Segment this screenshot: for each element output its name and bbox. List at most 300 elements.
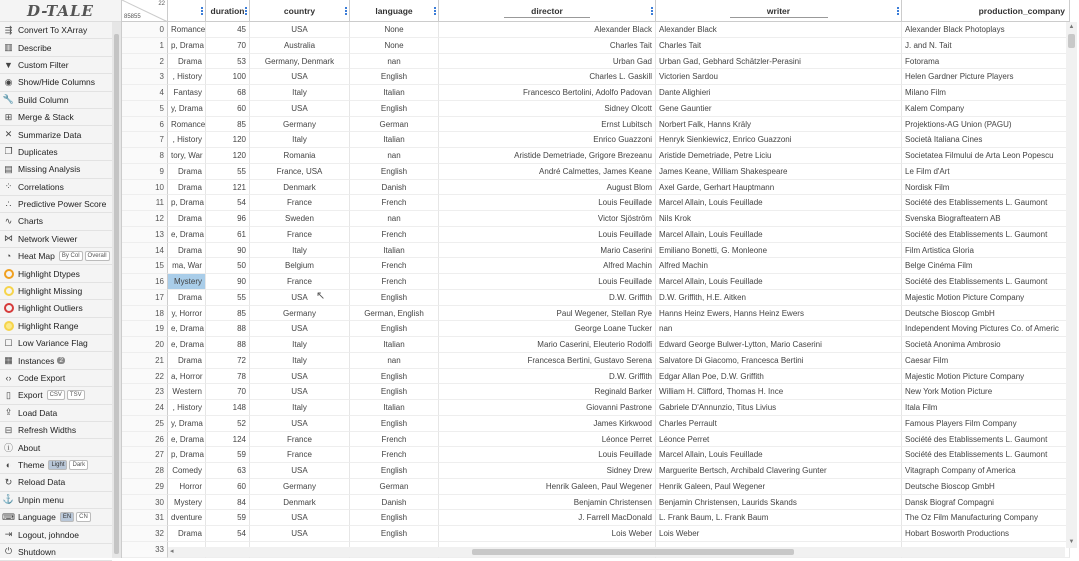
cell-genre[interactable]: ma, War [168,258,206,274]
cell-director[interactable]: Benjamin Christensen [439,495,656,511]
cell-language[interactable]: German, English [350,306,439,322]
cell-language[interactable]: Italian [350,85,439,101]
cell-language[interactable]: French [350,195,439,211]
cell-production_company[interactable]: New York Motion Picture [902,384,1070,400]
cell-writer[interactable]: Edward George Bulwer-Lytton, Mario Caserini [656,337,902,353]
column-header-genre[interactable] [168,0,206,22]
menu-item-show-hide-columns[interactable] [0,74,112,91]
cell-production_company[interactable]: Société des Etablissements L. Gaumont [902,227,1070,243]
cell-director[interactable]: D.W. Griffith [439,369,656,385]
cell-genre[interactable]: Drama [168,353,206,369]
cell-production_company[interactable]: Caesar Film [902,353,1070,369]
cell-writer[interactable]: Marcel Allain, Louis Feuillade [656,447,902,463]
grid-horizontal-scrollbar[interactable] [168,547,1065,557]
cell-genre[interactable]: Drama [168,290,206,306]
table-row[interactable] [122,384,1070,400]
cell-writer[interactable]: Marcel Allain, Louis Feuillade [656,274,902,290]
column-menu-icon[interactable] [651,7,653,15]
table-row[interactable] [122,479,1070,495]
cell-writer[interactable]: Henryk Sienkiewicz, Enrico Guazzoni [656,132,902,148]
cell-duration[interactable]: 59 [206,447,250,463]
cell-director[interactable]: Charles L. Gaskill [439,69,656,85]
cell-writer[interactable]: Charles Tait [656,38,902,54]
cell-production_company[interactable]: J. and N. Tait [902,38,1070,54]
cell-director[interactable]: Alfred Machin [439,258,656,274]
cell-genre[interactable]: , History [168,69,206,85]
menu-item-summarize-data[interactable] [0,126,112,143]
cell-genre[interactable]: Fantasy [168,85,206,101]
cell-country[interactable]: USA [250,290,350,306]
cell-language[interactable]: Italian [350,337,439,353]
cell-director[interactable]: Léonce Perret [439,432,656,448]
cell-language[interactable]: nan [350,353,439,369]
cell-genre[interactable]: Horror [168,479,206,495]
cell-language[interactable]: English [350,526,439,542]
cell-director[interactable]: August Blom [439,180,656,196]
cell-writer[interactable]: James Keane, William Shakespeare [656,164,902,180]
cell-genre[interactable]: a, Horror [168,369,206,385]
vertical-scroll-thumb[interactable] [1068,34,1075,48]
cell-duration[interactable]: 96 [206,211,250,227]
cell-duration[interactable]: 60 [206,101,250,117]
heat-map-option-by-col[interactable]: By Col [59,251,83,261]
cell-director[interactable]: Charles Tait [439,38,656,54]
cell-director[interactable]: Enrico Guazzoni [439,132,656,148]
cell-writer[interactable]: Alfred Machin [656,258,902,274]
cell-production_company[interactable]: Hobart Bosworth Productions [902,526,1070,542]
cell-language[interactable]: English [350,164,439,180]
cell-genre[interactable]: dventure [168,510,206,526]
cell-genre[interactable]: Drama [168,54,206,70]
scroll-up-icon[interactable]: ▲ [1068,24,1075,30]
cell-genre[interactable]: Romance [168,22,206,38]
table-row[interactable] [122,22,1070,38]
cell-genre[interactable]: tory, War [168,148,206,164]
cell-genre[interactable]: Mystery [168,274,206,290]
cell-genre[interactable]: Comedy [168,463,206,479]
theme-option-dark[interactable]: Dark [69,460,88,470]
horizontal-scroll-thumb[interactable] [472,549,794,555]
scroll-down-icon[interactable]: ▼ [1068,539,1075,545]
cell-director[interactable]: Sidney Olcott [439,101,656,117]
table-row[interactable] [122,510,1070,526]
cell-genre[interactable]: p, Drama [168,195,206,211]
cell-genre[interactable]: y, Horror [168,306,206,322]
cell-language[interactable]: Danish [350,180,439,196]
cell-duration[interactable]: 88 [206,337,250,353]
language-option-cn[interactable]: CN [76,512,91,522]
menu-item-theme[interactable] [0,457,112,474]
cell-country[interactable]: Italy [250,85,350,101]
cell-genre[interactable]: e, Drama [168,227,206,243]
cell-country[interactable]: Romania [250,148,350,164]
table-row[interactable] [122,148,1070,164]
cell-production_company[interactable]: Film Artistica Gloria [902,243,1070,259]
cell-duration[interactable]: 50 [206,258,250,274]
cell-production_company[interactable]: Svenska Biografteatern AB [902,211,1070,227]
column-header-writer[interactable] [656,0,902,22]
table-row[interactable] [122,258,1070,274]
cell-language[interactable]: Italian [350,243,439,259]
cell-production_company[interactable]: Helen Gardner Picture Players [902,69,1070,85]
cell-director[interactable]: Aristide Demetriade, Grigore Brezeanu [439,148,656,164]
cell-language[interactable]: French [350,227,439,243]
cell-language[interactable]: German [350,117,439,133]
cell-language[interactable]: None [350,38,439,54]
cell-writer[interactable]: D.W. Griffith, H.E. Aitken [656,290,902,306]
cell-language[interactable]: English [350,290,439,306]
cell-director[interactable]: Reginald Barker [439,384,656,400]
cell-country[interactable]: Germany [250,479,350,495]
cell-language[interactable]: French [350,432,439,448]
table-row[interactable] [122,274,1070,290]
cell-language[interactable]: French [350,447,439,463]
cell-production_company[interactable]: Majestic Motion Picture Company [902,369,1070,385]
menu-item-unpin-menu[interactable] [0,492,112,509]
cell-director[interactable]: Louis Feuillade [439,195,656,211]
cell-director[interactable]: Sidney Drew [439,463,656,479]
cell-director[interactable]: Alexander Black [439,22,656,38]
cell-country[interactable]: France [250,447,350,463]
cell-genre[interactable]: Drama [168,243,206,259]
cell-duration[interactable]: 124 [206,432,250,448]
column-header-country[interactable] [250,0,350,22]
cell-director[interactable]: Francesca Bertini, Gustavo Serena [439,353,656,369]
table-row[interactable] [122,69,1070,85]
cell-genre[interactable]: e, Drama [168,321,206,337]
cell-duration[interactable]: 45 [206,22,250,38]
menu-item-predictive-power-score[interactable] [0,196,112,213]
cell-director[interactable]: George Loane Tucker [439,321,656,337]
cell-country[interactable]: France [250,195,350,211]
column-menu-icon[interactable] [245,7,247,15]
cell-director[interactable]: Urban Gad [439,54,656,70]
cell-writer[interactable]: Urban Gad, Gebhard Schätzler-Perasini [656,54,902,70]
table-row[interactable] [122,369,1070,385]
table-row[interactable] [122,227,1070,243]
cell-genre[interactable]: p, Drama [168,38,206,54]
cell-writer[interactable]: Lois Weber [656,526,902,542]
cell-production_company[interactable]: Vitagraph Company of America [902,463,1070,479]
cell-country[interactable]: Denmark [250,180,350,196]
column-menu-icon[interactable] [897,7,899,15]
cell-country[interactable]: USA [250,22,350,38]
cell-production_company[interactable]: Famous Players Film Company [902,416,1070,432]
menu-item-reload-data[interactable] [0,474,112,491]
table-row[interactable] [122,211,1070,227]
cell-director[interactable]: Henrik Galeen, Paul Wegener [439,479,656,495]
cell-director[interactable]: Francesco Bertolini, Adolfo Padovan [439,85,656,101]
cell-production_company[interactable]: Fotorama [902,54,1070,70]
menu-item-heat-map[interactable] [0,248,112,265]
cell-duration[interactable]: 85 [206,306,250,322]
scroll-left-icon[interactable]: ◂ [170,548,174,555]
cell-country[interactable]: France [250,274,350,290]
cell-genre[interactable]: Western [168,384,206,400]
menu-item-load-data[interactable] [0,405,112,422]
cell-language[interactable]: English [350,101,439,117]
column-header-director[interactable] [439,0,656,22]
cell-production_company[interactable]: Società Anonima Ambrosio [902,337,1070,353]
cell-language[interactable]: Italian [350,132,439,148]
cell-country[interactable]: Italy [250,400,350,416]
cell-director[interactable]: D.W. Griffith [439,290,656,306]
cell-director[interactable]: J. Farrell MacDonald [439,510,656,526]
cell-country[interactable]: Denmark [250,495,350,511]
cell-language[interactable]: English [350,321,439,337]
cell-language[interactable]: English [350,416,439,432]
menu-item-code-export[interactable] [0,370,112,387]
cell-language[interactable]: English [350,369,439,385]
cell-genre[interactable]: , History [168,132,206,148]
cell-country[interactable]: USA [250,526,350,542]
cell-director[interactable]: Louis Feuillade [439,447,656,463]
cell-genre[interactable]: y, Drama [168,101,206,117]
cell-duration[interactable]: 85 [206,117,250,133]
menu-item-highlight-range[interactable] [0,318,112,335]
cell-genre[interactable]: Drama [168,526,206,542]
menu-item-charts[interactable] [0,213,112,230]
cell-production_company[interactable]: Deutsche Bioscop GmbH [902,306,1070,322]
cell-duration[interactable]: 90 [206,274,250,290]
cell-director[interactable]: James Kirkwood [439,416,656,432]
export-option-csv[interactable]: CSV [47,390,65,400]
cell-director[interactable]: Louis Feuillade [439,227,656,243]
table-row[interactable] [122,321,1070,337]
cell-country[interactable]: Italy [250,337,350,353]
table-row[interactable] [122,164,1070,180]
cell-director[interactable]: Louis Feuillade [439,274,656,290]
menu-item-export[interactable] [0,387,112,404]
cell-language[interactable]: nan [350,211,439,227]
language-option-en[interactable]: EN [60,512,74,522]
cell-duration[interactable]: 72 [206,353,250,369]
cell-country[interactable]: USA [250,384,350,400]
cell-country[interactable]: Belgium [250,258,350,274]
cell-production_company[interactable]: Société des Etablissements L. Gaumont [902,274,1070,290]
cell-country[interactable]: USA [250,69,350,85]
cell-language[interactable]: German [350,479,439,495]
grid-vertical-scrollbar[interactable] [1066,22,1077,548]
cell-duration[interactable]: 59 [206,510,250,526]
cell-writer[interactable]: L. Frank Baum, L. Frank Baum [656,510,902,526]
menu-item-build-column[interactable] [0,92,112,109]
cell-country[interactable]: Australia [250,38,350,54]
table-row[interactable] [122,526,1070,542]
cell-writer[interactable]: William H. Clifford, Thomas H. Ince [656,384,902,400]
cell-country[interactable]: France, USA [250,164,350,180]
table-row[interactable] [122,290,1070,306]
cell-country[interactable]: France [250,227,350,243]
cell-writer[interactable]: Marcel Allain, Louis Feuillade [656,195,902,211]
table-row[interactable] [122,54,1070,70]
cell-production_company[interactable]: Deutsche Bioscop GmbH [902,479,1070,495]
cell-language[interactable]: English [350,384,439,400]
cell-writer[interactable]: Benjamin Christensen, Laurids Skands [656,495,902,511]
menu-item-duplicates[interactable] [0,144,112,161]
menu-item-shutdown[interactable] [0,544,112,561]
table-row[interactable] [122,447,1070,463]
cell-duration[interactable]: 120 [206,148,250,164]
cell-genre[interactable]: y, Drama [168,416,206,432]
cell-country[interactable]: Sweden [250,211,350,227]
cell-country[interactable]: Germany, Denmark [250,54,350,70]
cell-duration[interactable]: 84 [206,495,250,511]
table-row[interactable] [122,416,1070,432]
cell-language[interactable]: English [350,510,439,526]
cell-genre[interactable]: Drama [168,211,206,227]
cell-country[interactable]: Italy [250,243,350,259]
cell-writer[interactable]: Henrik Galeen, Paul Wegener [656,479,902,495]
cell-production_company[interactable]: Kalem Company [902,101,1070,117]
menu-item-about[interactable] [0,439,112,456]
table-row[interactable] [122,353,1070,369]
cell-writer[interactable]: Alexander Black [656,22,902,38]
table-row[interactable] [122,38,1070,54]
menu-scroll-thumb[interactable] [114,34,119,554]
table-row[interactable] [122,132,1070,148]
menu-item-language[interactable] [0,509,112,526]
cell-country[interactable]: USA [250,463,350,479]
cell-production_company[interactable]: Belge Cinéma Film [902,258,1070,274]
column-header-duration[interactable] [206,0,250,22]
cell-duration[interactable]: 53 [206,54,250,70]
cell-duration[interactable]: 61 [206,227,250,243]
menu-item-describe[interactable] [0,39,112,56]
cell-writer[interactable]: Hanns Heinz Ewers, Hanns Heinz Ewers [656,306,902,322]
cell-duration[interactable]: 60 [206,479,250,495]
table-row[interactable] [122,180,1070,196]
cell-country[interactable]: USA [250,416,350,432]
cell-duration[interactable]: 70 [206,384,250,400]
cell-production_company[interactable]: Projektions-AG Union (PAGU) [902,117,1070,133]
cell-language[interactable]: Italian [350,400,439,416]
cell-genre[interactable]: Mystery [168,495,206,511]
column-header-production_company[interactable] [902,0,1070,22]
cell-production_company[interactable]: Nordisk Film [902,180,1070,196]
cell-language[interactable]: English [350,463,439,479]
cell-duration[interactable]: 88 [206,321,250,337]
table-row[interactable] [122,463,1070,479]
cell-writer[interactable]: Marguerite Bertsch, Archibald Clavering Gunter [656,463,902,479]
cell-duration[interactable]: 78 [206,369,250,385]
cell-writer[interactable]: nan [656,321,902,337]
column-menu-icon[interactable] [201,7,203,15]
cell-genre[interactable]: e, Drama [168,337,206,353]
cell-director[interactable]: Mario Caserini, Eleuterio Rodolfi [439,337,656,353]
menu-item-logout-johndoe[interactable] [0,526,112,543]
cell-production_company[interactable]: Société des Etablissements L. Gaumont [902,195,1070,211]
cell-duration[interactable]: 54 [206,195,250,211]
cell-duration[interactable]: 68 [206,85,250,101]
cell-country[interactable]: USA [250,510,350,526]
table-row[interactable] [122,337,1070,353]
cell-production_company[interactable]: Milano Film [902,85,1070,101]
cell-country[interactable]: France [250,432,350,448]
cell-duration[interactable]: 63 [206,463,250,479]
column-menu-icon[interactable] [345,7,347,15]
export-option-tsv[interactable]: TSV [67,390,85,400]
cell-country[interactable]: USA [250,369,350,385]
cell-country[interactable]: USA [250,321,350,337]
cell-language[interactable]: None [350,22,439,38]
cell-language[interactable]: nan [350,54,439,70]
menu-item-highlight-outliers[interactable] [0,300,112,317]
cell-genre[interactable]: Romance [168,117,206,133]
cell-production_company[interactable]: Societatea Filmului de Arta Leon Popescu [902,148,1070,164]
cell-country[interactable]: USA [250,101,350,117]
cell-duration[interactable]: 100 [206,69,250,85]
cell-duration[interactable]: 54 [206,526,250,542]
heat-map-option-overall[interactable]: Overall [85,251,110,261]
cell-country[interactable]: Italy [250,353,350,369]
cell-duration[interactable]: 55 [206,164,250,180]
menu-scrollbar[interactable] [112,22,121,558]
cell-director[interactable]: Ernst Lubitsch [439,117,656,133]
menu-item-custom-filter[interactable] [0,57,112,74]
cell-writer[interactable]: Norbert Falk, Hanns Kräly [656,117,902,133]
cell-duration[interactable]: 52 [206,416,250,432]
table-row[interactable] [122,495,1070,511]
menu-item-highlight-missing[interactable] [0,283,112,300]
cell-duration[interactable]: 148 [206,400,250,416]
column-header-language[interactable] [350,0,439,22]
table-row[interactable] [122,195,1070,211]
cell-language[interactable]: French [350,258,439,274]
cell-production_company[interactable]: Société des Etablissements L. Gaumont [902,447,1070,463]
cell-genre[interactable]: , History [168,400,206,416]
cell-production_company[interactable]: Independent Moving Pictures Co. of Americ [902,321,1070,337]
cell-genre[interactable]: Drama [168,180,206,196]
table-row[interactable] [122,432,1070,448]
cell-writer[interactable]: Salvatore Di Giacomo, Francesca Bertini [656,353,902,369]
cell-director[interactable]: Victor Sjöström [439,211,656,227]
cell-production_company[interactable]: Le Film d'Art [902,164,1070,180]
menu-item-missing-analysis[interactable] [0,161,112,178]
cell-duration[interactable]: 120 [206,132,250,148]
cell-genre[interactable]: e, Drama [168,432,206,448]
cell-writer[interactable]: Marcel Allain, Louis Feuillade [656,227,902,243]
menu-item-refresh-widths[interactable] [0,422,112,439]
cell-language[interactable]: nan [350,148,439,164]
cell-director[interactable]: Giovanni Pastrone [439,400,656,416]
menu-item-convert-to-xarray[interactable] [0,22,112,39]
cell-genre[interactable]: p, Drama [168,447,206,463]
cell-writer[interactable]: Nils Krok [656,211,902,227]
cell-director[interactable]: Lois Weber [439,526,656,542]
column-menu-icon[interactable] [434,7,436,15]
menu-item-merge-stack[interactable] [0,109,112,126]
cell-writer[interactable]: Axel Garde, Gerhart Hauptmann [656,180,902,196]
cell-genre[interactable]: Drama [168,164,206,180]
cell-writer[interactable]: Aristide Demetriade, Petre Liciu [656,148,902,164]
cell-country[interactable]: Germany [250,306,350,322]
cell-production_company[interactable]: Majestic Motion Picture Company [902,290,1070,306]
cell-writer[interactable]: Charles Perrault [656,416,902,432]
cell-country[interactable]: Germany [250,117,350,133]
menu-item-instances[interactable] [0,352,112,369]
cell-production_company[interactable]: Società Italiana Cines [902,132,1070,148]
cell-production_company[interactable]: Dansk Biograf Compagni [902,495,1070,511]
cell-writer[interactable]: Léonce Perret [656,432,902,448]
cell-writer[interactable]: Victorien Sardou [656,69,902,85]
cell-writer[interactable]: Gene Gauntier [656,101,902,117]
cell-country[interactable]: Italy [250,132,350,148]
table-row[interactable] [122,306,1070,322]
cell-duration[interactable]: 55 [206,290,250,306]
cell-language[interactable]: English [350,69,439,85]
menu-item-low-variance-flag[interactable] [0,335,112,352]
